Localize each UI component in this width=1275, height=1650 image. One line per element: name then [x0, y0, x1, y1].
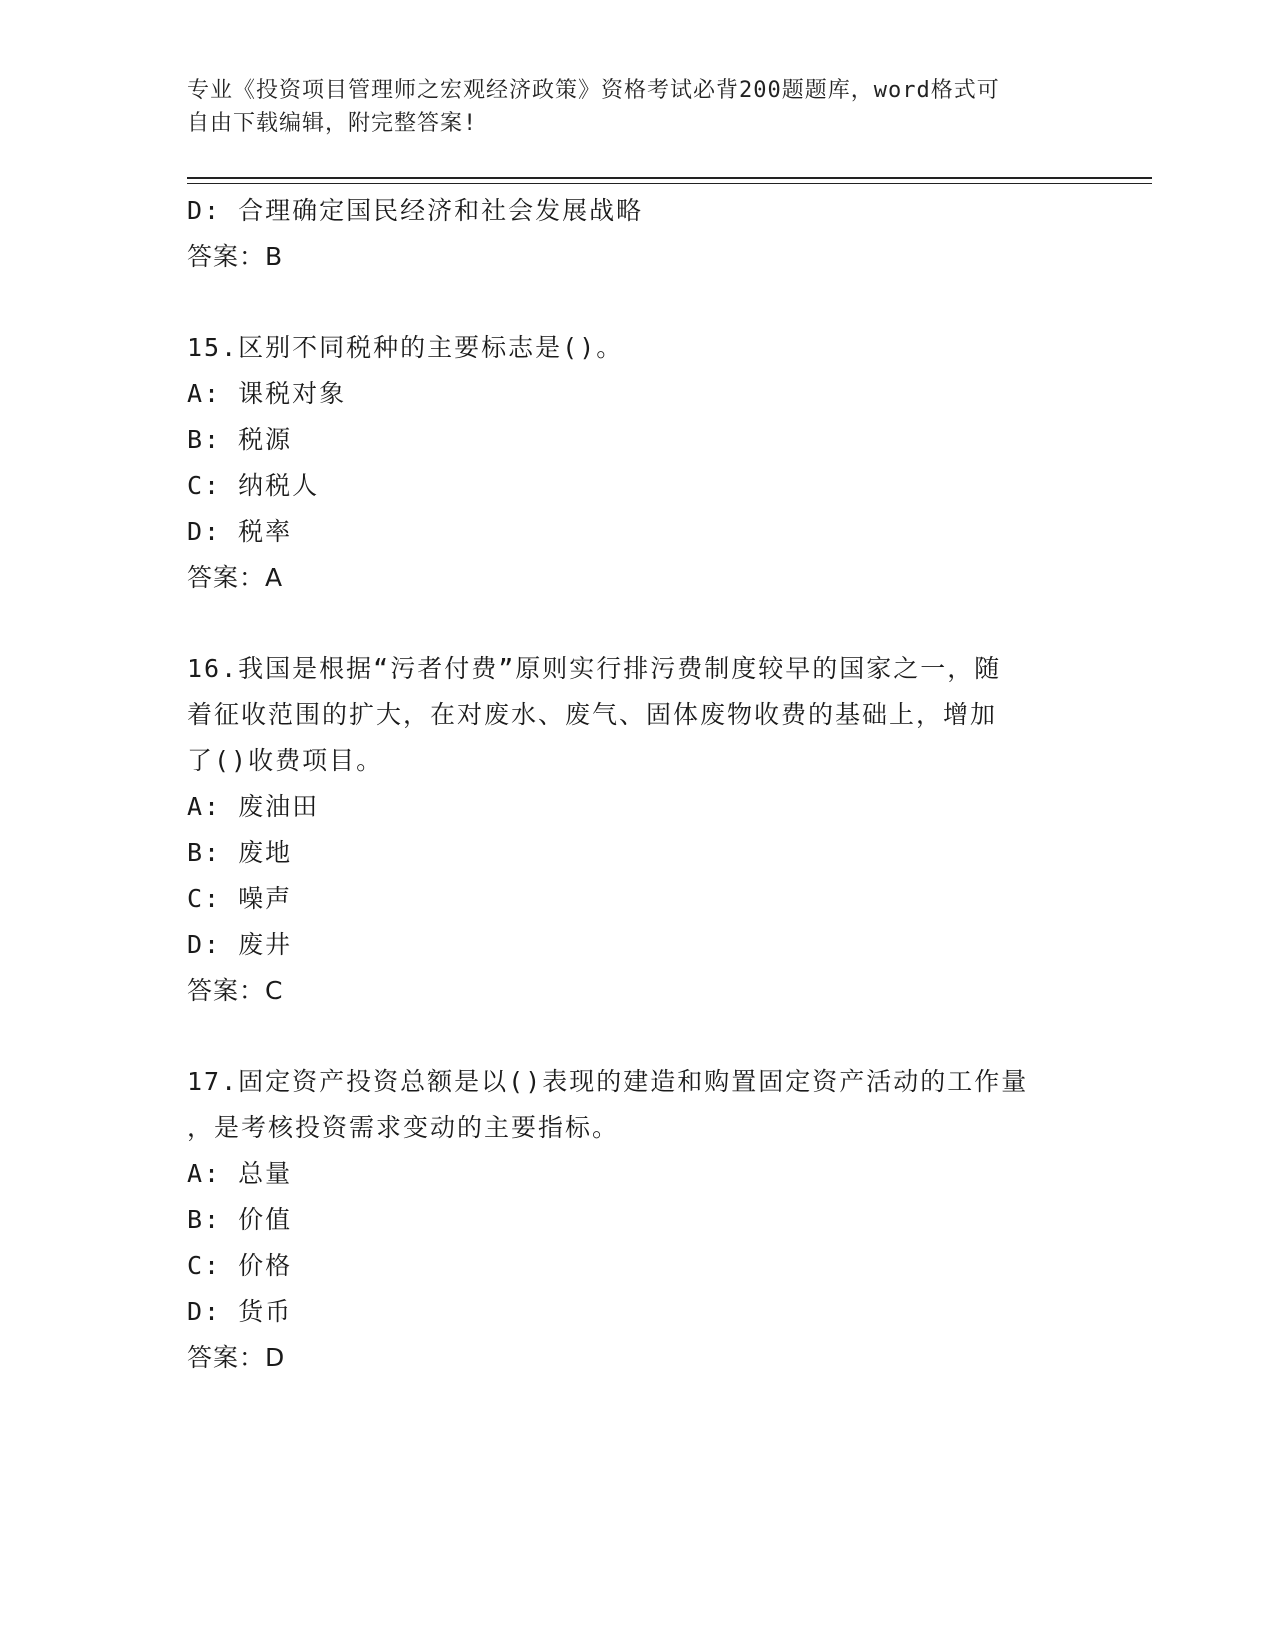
stem-line: 16.我国是根据“污者付费”原则实行排污费制度较早的国家之一，随: [187, 654, 1002, 683]
answer: 答案：A: [187, 563, 284, 592]
option-a: A: 废油田: [187, 792, 320, 821]
question-stem: [187, 325, 1077, 371]
header-line-2: 自由下载编辑，附完整答案!: [187, 111, 478, 136]
option-b: B: 废地: [187, 838, 293, 867]
option-c: C: 噪声: [187, 884, 293, 913]
option-a: A: 总量: [187, 1159, 293, 1188]
answer: 答案：D: [187, 1343, 286, 1372]
question-16: [187, 646, 1077, 1014]
stem-line: 了()收费项目。: [187, 746, 384, 775]
header-divider-thick: [187, 177, 1152, 179]
question-list: [187, 188, 1077, 1381]
question-stem: [187, 646, 1077, 784]
stem-line: ，是考核投资需求变动的主要指标。: [187, 1113, 620, 1142]
option-b: B: 税源: [187, 425, 293, 454]
option-c: C: 纳税人: [187, 471, 320, 500]
stem-line: 15.区别不同税种的主要标志是()。: [187, 333, 624, 362]
header-divider-thin: [187, 183, 1152, 184]
document-header: [187, 74, 1067, 140]
stem-line: 着征收范围的扩大，在对废水、废气、固体废物收费的基础上，增加: [187, 700, 998, 729]
question-15: [187, 325, 1077, 601]
header-line-1: 专业《投资项目管理师之宏观经济政策》资格考试必背200题题库，word格式可: [187, 78, 1000, 103]
prev-answer: 答案：B: [187, 242, 284, 271]
option-b: B: 价值: [187, 1205, 293, 1234]
answer: 答案：C: [187, 976, 284, 1005]
stem-line: 17.固定资产投资总额是以()表现的建造和购置固定资产活动的工作量: [187, 1067, 1029, 1096]
option-d: D: 货币: [187, 1297, 293, 1326]
prev-option-d: D: 合理确定国民经济和社会发展战略: [187, 196, 644, 225]
option-a: A: 课税对象: [187, 379, 347, 408]
option-c: C: 价格: [187, 1251, 293, 1280]
option-d: D: 税率: [187, 517, 293, 546]
question-17: [187, 1059, 1077, 1381]
question-stem: [187, 1059, 1077, 1151]
option-d: D: 废井: [187, 930, 293, 959]
